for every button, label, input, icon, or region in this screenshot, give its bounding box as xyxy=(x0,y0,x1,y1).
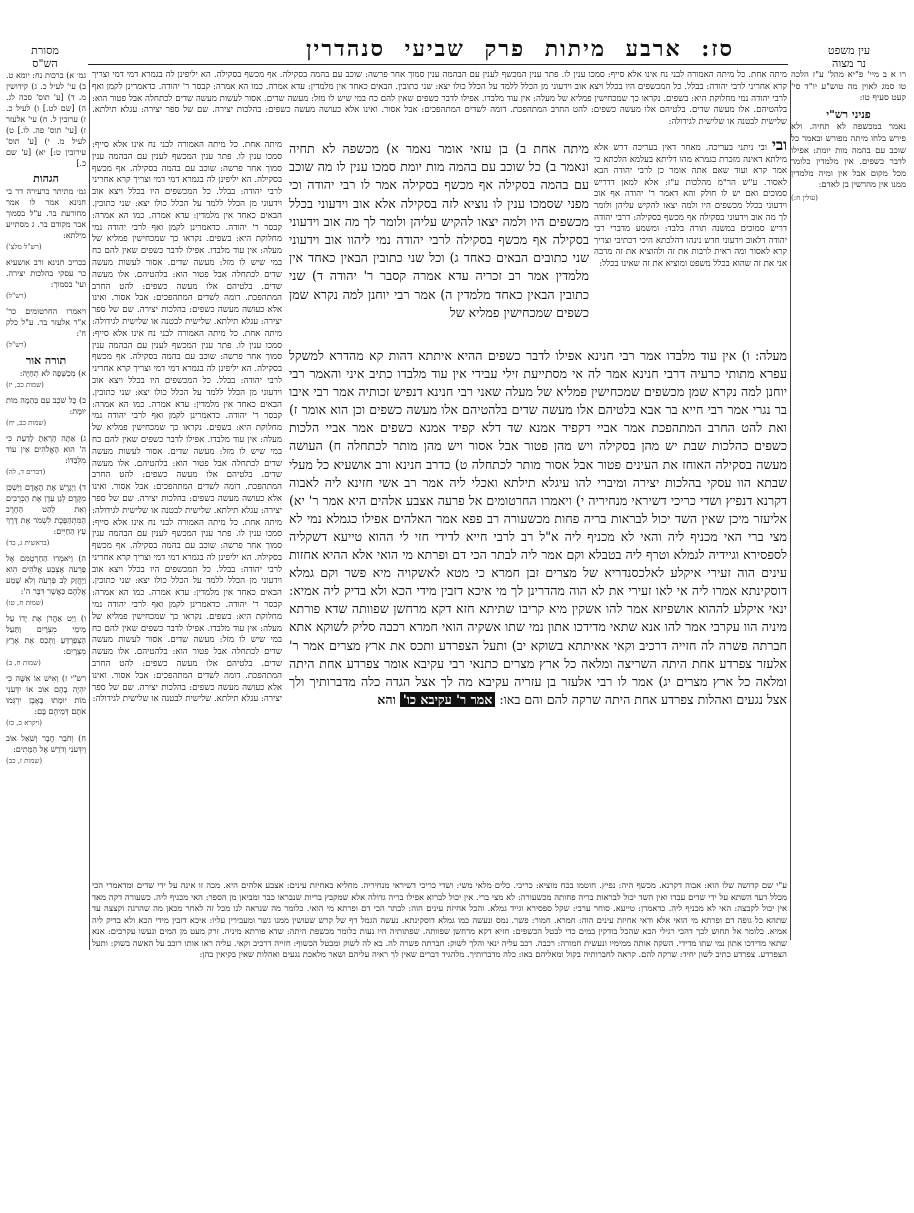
ner-mitzvah-label: נר מצוה xyxy=(832,57,866,70)
pnei-rashi-title: פניני רש"י xyxy=(826,107,871,121)
gemara-end-word: והא xyxy=(377,691,396,707)
rashi-right-column xyxy=(594,140,787,345)
mesoret-text: גמ׳ א) ברכות נח: יומא ט. ב) עי' לעיל כ. ג) קידושין מ. ד) [ע' תוס' סכה לג. ה) [שם לט.] ו) לעיל כ. ז) ערובין ל. ח) עי' אלעזר ז) [עי' תוס' פה. לו.] ט) לעיל מ. י) [ע' תוס' עירובין ט:] יא) [ע' שם כ.] xyxy=(6,71,86,168)
tosafot-top xyxy=(92,70,787,140)
ein-mishpat-label: עין משפט xyxy=(827,44,871,57)
hagahot-text: גמ׳ מתיתר ברעירה דר בי חנינא אמר לו אמר מחורעת בר. ע"ל בסמוך אבר מקודם בר. ג מסתייע מילתא: xyxy=(6,187,86,240)
torah-or-verse: ג) אַתָּה הָרְאֵתָ לָדַעַת כִּי ה' הוּא הָאֱלֹהִים אֵין עוֹד מִלְּבַדּוֹ: xyxy=(6,434,86,465)
mesoret-label: מסורת xyxy=(31,44,59,57)
torah-or-verse: רש"י ז) וְאִישׁ אוֹ אִשָּׁה כִּי יִהְיֶה בָהֶם אוֹב אוֹ יִדְּעֹנִי מוֹת יוּמָתוּ בָּאֶבֶן יִרְגְּמוּ אֹתָם דְּמֵיהֶם בָּם: xyxy=(6,674,86,716)
hagahot-source-3: (רש"ל) xyxy=(6,341,27,349)
torah-or-verse-source: (שמות ח, ב) xyxy=(6,659,41,667)
tosafot-text-continued-3: מיתה אחת. כל מיתה האמורה לבני נח אינו אלא סייף: סמכו ענין לו. פתר ענין המכשף לענין עם הבהמה ענין סמוך אחר פרשה: שוכב עם בהמה בסקילה. אף מכשף בסקילה. הא יליפינן לה בגמרא דמי דמי וצריך קרא אחריני לרבי יהודה: בבלל. כל המכשפים היו בכלל ויצא אוב וידעוני מן הכלל ללמד על הכלל כולו יצא: שני כתובין. הבאים כאחד אין מלמדין: עדא אמרה. כמו הא אמרה: קבסר ר' יהודה. כדאמרינן לקמן ואף לרבי יהודה נמי מחלוקת היא: בשפים. נקראו כך שמכחישין פמליא של מעלה: אין עוד מלבדו. אפילו לדבר כשפים שאין להם כח במי שיש לו מזל: מעשה שדים. אסור לעשות מעשה שדים לכתחלה אבל פטור הוא: בלהטיהם. אלו מעשה שדים. בלטיהם אלו מעשה כשפים: להט החרב המתהפכת. דומה לשדים המתהפכים: אבל אסור. ואינו אלא כעושה מעשה כשפים: בהלכות יצירה. שם של ספר יצירה: עגלא תילתא. שלישית לבטנה או שלישית לגידולה: xyxy=(92,517,282,705)
rashi-right-text: ובי ניתני בעריכה. מאחר דאין בעריכה דרש אלא מילתא דאינה מזכרת בגמרא מהו דליתא בעלמא הלכתא כי אמר קרא ועוד שאם אתה אומר כן לרבי יהודה הבא לאסור. ע"ש הר"מ מהלכות ע"ז: אלא למאן דדריש סמוכים ואם יש לו חולק והא דאמר ר' יהודה אף אוב וידעוני בכלל מכשפים היו ולמה יצאו להקיש עליהן ולומר לך מה אוב וידעוני בסקילה אף מכשף בסקילה: דרבי יהודה דריש סמוכים במשנה תורה בלבד: ומשמע מדברי רבי יהודה דלאוב וידעוני חדש נינהו דהלכתא היכי דכתיבי וצריך קרא לאסור ומה ראית לרבות את זה ולהוציא את זה מרבה אני את זה שהוא בכלל משפט ומוציא את זה שאינו בכלל: xyxy=(594,143,787,269)
rashi-opening-word: ובי xyxy=(772,140,787,154)
tosafot-text-continued-2: מיתה אחת. כל מיתה האמורה לבני נח אינו אלא סייף: סמכו ענין לו. פתר ענין המכשף לענין עם הבהמה ענין סמוך אחר פרשה: שוכב עם בהמה בסקילה. אף מכשף בסקילה. הא יליפינן לה בגמרא דמי דמי וצריך קרא אחריני לרבי יהודה: בבלל. כל המכשפים היו בכלל ויצא אוב וידעוני מן הכלל ללמד על הכלל כולו יצא: שני כתובין. הבאים כאחד אין מלמדין: עדא אמרה. כמו הא אמרה: קבסר ר' יהודה. כדאמרינן לקמן ואף לרבי יהודה נמי מחלוקת היא: בשפים. נקראו כך שמכחישין פמליא של מעלה: אין עוד מלבדו. אפילו לדבר כשפים שאין להם כח במי שיש לו מזל: מעשה שדים. אסור לעשות מעשה שדים לכתחלה אבל פטור הוא: בלהטיהם. אלו מעשה שדים. בלטיהם אלו מעשה כשפים: להט החרב המתהפכת. דומה לשדים המתהפכים: אבל אסור. ואינו אלא כעושה מעשה כשפים: בהלכות יצירה. שם של ספר יצירה: עגלא תילתא. שלישית לבטנה או שלישית לגידולה: xyxy=(92,328,282,516)
mesoret-hashas-header xyxy=(6,44,84,70)
torah-or-verse-source: (בראשית ג, כד) xyxy=(6,539,50,547)
hagahot-source-2: (רש"ל) xyxy=(6,292,27,300)
tosafot-text: מיתה אחת. כל מיתה האמורה לבני נח אינו אלא סייף: סמכו ענין לו. פתר ענין המכשף לענין עם הבהמה ענין סמוך אחר פרשה: שוכב עם בהמה בסקילה. אף מכשף בסקילה. הא יליפינן לה בגמרא דמי דמי וצריך קרא אחריני לרבי יהודה: בבלל. כל המכשפים היו בכלל ויצא אוב וידעוני מן הכלל ללמד על הכלל כולו יצא: שני כתובין. הבאים כאחד אין מלמדין: עדא אמרה. כמו הא אמרה: קבסר ר' יהודה. כדאמרינן לקמן ואף לרבי יהודה נמי מחלוקת היא: בשפים. נקראו כך שמכחישין פמליא של מעלה: אין עוד מלבדו. אפילו לדבר כשפים שאין להם כח במי שיש לו מזל: מעשה שדים. אסור לעשות מעשה שדים לכתחלה אבל פטור הוא: בלהטיהם. אלו מעשה שדים. בלטיהם אלו מעשה כשפים: להט החרב המתהפכת. דומה לשדים המתהפכים: אבל אסור. ואינו אלא כעושה מעשה כשפים: בהלכות יצירה. שם של ספר יצירה: עגלא תילתא. שלישית לבטנה או שלישית לגידולה: xyxy=(92,70,787,128)
tosafot-left-column xyxy=(92,140,282,875)
rashi-bottom-text: ע"י שם קדושה שלו הוא: אבוה דקרנא. מכשף היה: נפיץ. חוטמו בכח מוציא: כריכי. כלים מלאי משי: ושדי כריכי דשיראי מנחיריה. מחליא באחיזת עינים: אצבע אלהים היא. מכה זו אינה על ידי שדים ומדאמרי הכי מכלל דעד השתא על ידי שדים עבדו ואין השד יכול לבראות בריה פחותה מכשעורה: לא מצי ברי. אין יכול לברוא אפילו בריה גדולה אלא שמקבץ בריות שנבראו כבר ומביאן מן הספר: האי מכניף ליה. כשעורה דקה מאד אין יכול לקבצה: האי לא מכניף ליה. כדאמרן: טייעא. סוחר ערבי: שקל ספסירא וגייד גמלא. והכל אחיזת עינים הוה: לבתר הכי דם ופרתא מי הואי. כלומר מה שנראה לנו מכל זה לאחר מכאן מה שהרגה וקצצה עד שתהא כל גופה דם ופרתא מי הואי אלא ודאי אחיזת עינים הוה: חמרא. חמור: פשר. נמס ונעשה כמו גמלא דוסקינתא. נעשה הגמל דף של קרש שעושין ממנו גשר ומעבירין עליו: איכא דזבין מידי הכא ולא בדיק ליה אמיא. כלומר אל תחוש לכך דהכי רגילי הכא שהכל בודקין במים כדי לבטל הכשפים: חזיא דקא מרחשן שפוותה. שפתותיה היו נעות כלומר מכשפת היתה: שדא פורתא מיניה. זרק מעט מן המים ונעשו עקרבים: אנא שתאי מדידכו אתון נמי שתו מדידי. השקה אותה ממימיו ונעשית חמורה: רכבה. רכב עליה ינאי והלך לשוק: חברתה פשרה לה. בא לה לשוק ומבטל הכשוף: חזייה דרכיב וקאי. עליה ראו אותו רוכב על האשה בשוק: ותעל הצפרדע. צפרדע כתיב לשון יחיד: שרקה להם. קראה לחברותיה בקול ומאליהם באו: כלה מדברותיך. מלהגיד דברים שאין לך ראיה עליהם ושאר מלאכת נגעים ואהלות שאין בקיאין בהן: xyxy=(92,880,787,959)
torah-or-verse-source: (דברים ד, לה) xyxy=(6,468,46,476)
torah-or-verse: ח) וְחֹבֵר חָבֶר וְשֹׁאֵל אוֹב וְיִדְּעֹנִי וְדֹרֵשׁ אֶל הַמֵּתִים: xyxy=(6,734,86,754)
page-title: סז: ארבע מיתות פרק שביעי סנהדרין xyxy=(305,36,735,62)
pnei-rashi-text: נאמר במכשפה לא תחיה. ולא פירש בלחו מיתה מפורש ובאמר כל שוכב עם בהמה מות יומת: אפילו לדבר כשפים. אין מלמדין כלומר מכל מקום אבל אין ומיה מלמדין ממנו אין מהרשין בן לאדם: xyxy=(791,122,906,191)
torah-or-verse-source: (שמות כב, יח) xyxy=(6,419,47,427)
torah-or-verse: ה) וַיֹּאמְרוּ הַחַרְטֻמִּם אֶל פַּרְעֹה אֶצְבַּע אֱלֹהִים הִוא וַיֶּחֱזַק לֵב פַּרְעֹה וְלֹא שָׁמַע אֲלֵהֶם כַּאֲשֶׁר דִּבֶּר ה': xyxy=(6,554,86,596)
torah-or-verse-source: (שמות ח, טו) xyxy=(6,599,44,607)
pnei-rashi-source: (עולין ח:) xyxy=(791,193,818,202)
tosafot-text-continued: מיתה אחת. כל מיתה האמורה לבני נח אינו אלא סייף: סמכו ענין לו. פתר ענין המכשף לענין עם הבהמה ענין סמוך אחר פרשה: שוכב עם בהמה בסקילה. אף מכשף בסקילה. הא יליפינן לה בגמרא דמי דמי וצריך קרא אחריני לרבי יהודה: בבלל. כל המכשפים היו בכלל ויצא אוב וידעוני מן הכלל ללמד על הכלל כולו יצא: שני כתובין. הבאים כאחד אין מלמדין: עדא אמרה. כמו הא אמרה: קבסר ר' יהודה. כדאמרינן לקמן ואף לרבי יהודה נמי מחלוקת היא: בשפים. נקראו כך שמכחישין פמליא של מעלה: אין עוד מלבדו. אפילו לדבר כשפים שאין להם כח במי שיש לו מזל: מעשה שדים. אסור לעשות מעשה שדים לכתחלה אבל פטור הוא: בלהטיהם. אלו מעשה שדים. בלטיהם אלו מעשה כשפים: להט החרב המתהפכת. דומה לשדים המתהפכים: אבל אסור. ואינו אלא כעושה מעשה כשפים: בהלכות יצירה. שם של ספר יצירה: עגלא תילתא. שלישית לבטנה או שלישית לגידולה: xyxy=(92,140,282,327)
ein-mishpat-text: רו א ב מיי' פ"יא מהל' ע"ז הלכה טו סמג לאוין מה טוש"ע יו"ד סי' קעט סעיף טו: xyxy=(791,70,906,104)
torah-or-verse: א) מְכַשֵּׁפָה לֹא תְחַיֶּה: xyxy=(19,369,86,378)
gemara-inner-block xyxy=(289,140,589,345)
gemara-highlight-dibur: אמר ר' עקיבא כו' xyxy=(400,692,496,707)
ein-mishpat-header xyxy=(790,44,908,70)
torah-or-verses xyxy=(6,368,86,767)
torah-or-verse: ב) כָּל שֹׁכֵב עִם בְּהֵמָה מוֹת יוּמָת: xyxy=(6,396,86,416)
gemara-wide-block xyxy=(289,347,787,875)
hagahot-text-2: בכריב חנינא ורב אושעיא כר עסקי בהלכות יצירה. ועי' בסמוך: xyxy=(6,258,86,289)
torah-or-verse-source: (שמות כב, יז) xyxy=(6,381,44,389)
left-margin-rule xyxy=(89,80,90,950)
hagahot-text-3: ויאמרו החרטומים כר' א"ר אלעזר בר. ע"ל כלק ח': xyxy=(6,307,86,338)
right-margin-rule xyxy=(790,80,791,940)
mesoret-column xyxy=(6,70,86,930)
torah-or-verse-source: (שמות ז, כב) xyxy=(6,757,43,765)
ein-mishpat-column xyxy=(791,70,906,290)
hashas-label: הש"ס xyxy=(32,57,58,70)
torah-or-verse: ד) וַיְגָרֶשׁ אֶת הָאָדָם וַיַּשְׁכֵּן מִקֶּדֶם לְגַן עֵדֶן אֶת הַכְּרֻבִים וְאֵת לַהַט הַחֶרֶב הַמִּתְהַפֶּכֶת לִשְׁמֹר אֶת דֶּרֶךְ עֵץ הַחַיִּים: xyxy=(6,483,86,536)
header-rule xyxy=(88,64,788,65)
torah-or-title: תורה אור xyxy=(25,354,67,367)
hagahot-title: הגהות xyxy=(33,172,59,185)
gemara-p1: מיתה אחת ב) בן עזאי אומר נאמר א) מכשפה לא תחיה ונאמר ב) כל שוכב עם בהמה מות יומת סמכו ענין לו מה שוכב עם בהמה בסקילה אף מכשף בסקילה אמר לו רבי יהודה וכי מפני שסמכו ענין לו נוציא לזה בסקילה אלא אוב וידעוני בכלל מכשפים היו ולמה יצאו להקיש עליהן ולומר לך מה אוב וידעוני בסקילה אף מכשף בסקילה לרבי יהודה נמי ליהוו אוב וידעוני שני כתובים הבאים כאחד ג) וכל שני כתובין הבאין כאחד אין מלמדין אמר רב זכריה עדא אמרה קסבר ר' יהודה ד) שני כתובין הבאין כאחד מלמדין ה) אמר רבי יוחנן למה נקרא שמן כשפים שמכחישין פמליא של xyxy=(289,141,589,320)
rashi-bottom-block xyxy=(92,880,787,1200)
torah-or-verse-source: (ויקרא כ, כז) xyxy=(6,719,42,727)
gemara-p2: מעלה: ו) אין עוד מלבדו אמר רבי חנינא אפילו לדבר כשפים ההיא איתתא דהות קא מהדרא למשקל עפרא מתותי כרעיה דרבי חנינא אמר לה אי מסתייעת זילי עבידי אין עוד מלבדו כתיב איני והאמר רבי יוחנן למה נקרא שמן מכשפים שמכחישין פמליא של מעלה שאני רבי חנינא דנפיש זכותיה אמר רבי איבו בר נגרי אמר רבי חייא בר אבא בלטיהם אלו מעשה שדים בלהטיהם אלו מעשה כשפים וכן הוא אומר ז) ואת להט החרב המתהפכת אמר אביי דקפיד אמנא שד דלא קפיד אמנא כשפים אמר אביי הלכות כשפים כהלכות שבת יש מהן בסקילה ויש מהן פטור אבל אסור ויש מהן מותר לכתחלה ח) העושה מעשה בסקילה האוחז את העינים פטור אבל אסור מותר לכתחלה ט) כדרב חנינא ורב אושעיא כל מעלי שבתא הוו עסקי בהלכות יצירה ומיברי להו עיגלא תילתא ואכלי ליה אמר רב אשי חזינא ליה לאבוה דקרנא דנפיץ ושדי כריכי דשיראי מנחיריה י) ויאמרו החרטומים אל פרעה אצבע אלהים היא אמר ר' יא) אליעזר מיכן שאין השד יכול לבראות בריה פחות מכשעורה רב פפא אמר האלהים אפילו כגמלא נמי לא מצי ברי האי מכניף ליה והאי לא מכניף ליה א"ל רב לרבי חייא לדידי חזי לי ההוא טייעא דשקליה לספסירא וגיידיה לגמלא וטרף ליה בטבלא וקם אמר ליה לבתר הכי דם ופרתא מי הואי אלא ההיא אחזות עינים הוה זעירי איקלע לאלכסנדריא של מצרים זבן חמרא כי מטא לאשקויה מיא פשר וקם גמלא דוסקינתא אמרו ליה אי לאו זעירי את לא הוה מהדרינן לך מי איכא דזבין מידי הכא ולא בדיק ליה אמיא: ינאי איקלע לההוא אושפיזא אמר להו אשקין מיא קריבו שתיתא חזא דקא מרחשן שפוותה שדא פורתא מיניה הוו עקרבי אמר להו אנא שתאי מדידכו אתון נמי שתו אשקיה הואי חמרא רכבה סליק לשוקא אתא חברתה פשרה לה חזייה דרכיב וקאי אאיתתא בשוקא יב) ותעל הצפרדע ותכס את ארץ מצרים אמר ר' אלעזר צפרדע אחת היתה השריצה ומלאה כל ארץ מצרים כתנאי רבי עקיבא אומר צפרדע אחת היתה ומלאה כל ארץ מצרים יג) אמר לו רבי אלעזר בן עזריה עקיבא מה לך אצל הגדה כלה מדברותיך ולך אצל נגעים ואהלות צפרדע אחת היתה שרקה להם והם באו: xyxy=(289,348,787,707)
torah-or-verse: ו) וַיֵּט אַהֲרֹן אֶת יָדוֹ עַל מֵימֵי מִצְרָיִם וַתַּעַל הַצְּפַרְדֵּעַ וַתְּכַס אֶת אֶרֶץ מִצְרָיִם: xyxy=(6,614,86,656)
hagahot-source-1: (רש"ל מלצ') xyxy=(6,243,42,251)
